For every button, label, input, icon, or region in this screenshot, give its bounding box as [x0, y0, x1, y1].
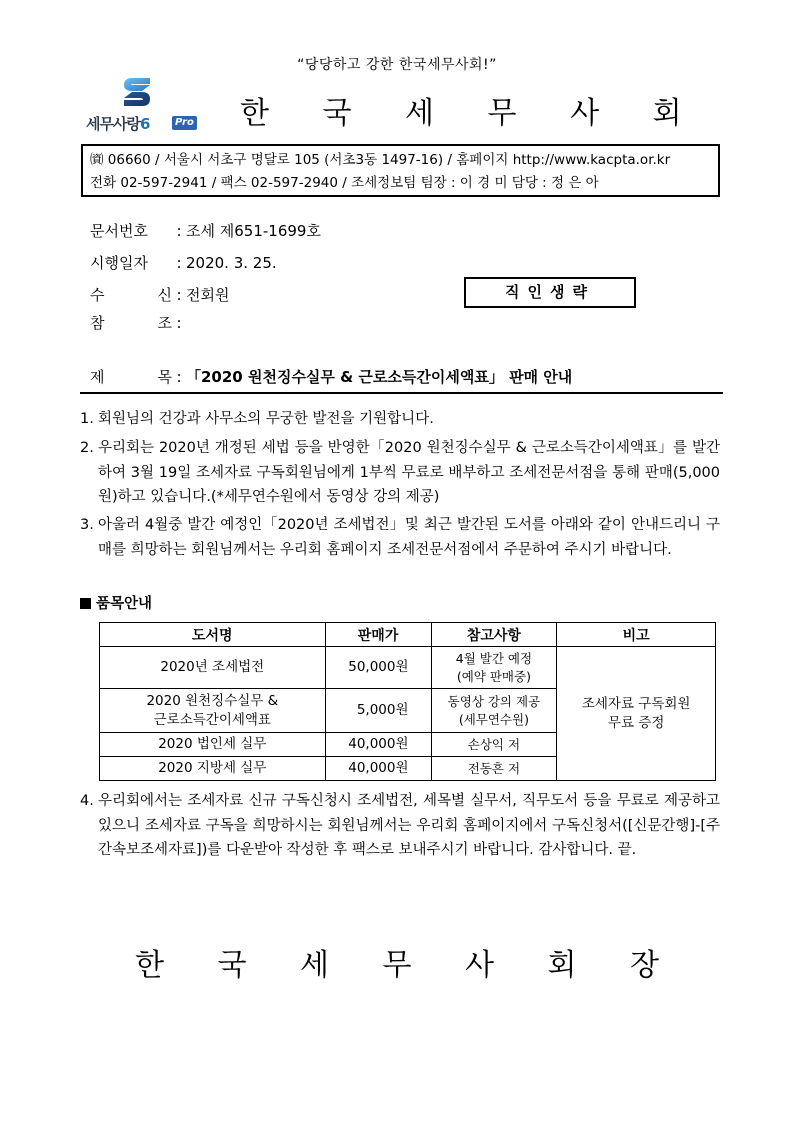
closing-signature: 한 국 세 무 사 회 장: [134, 948, 682, 983]
contact-address: ㈾ 06660 / 서울시 서초구 명달로 105 (서초3동 1497-16) / 홈페이지 http://www.kacpta.or.kr: [90, 152, 671, 168]
book-price: 40,000원: [325, 757, 431, 781]
book-title: 2020 법인세 실무: [100, 733, 326, 757]
table-header-row: [100, 623, 716, 647]
logo-pro-badge: Pro: [172, 116, 197, 130]
subject-divider: [80, 392, 723, 394]
doc-number-label: 문서번호: [90, 222, 148, 240]
doc-number: 조세 제651-1699호: [186, 222, 321, 240]
book-title: 2020 원천징수실무 & 근로소득간이세액표: [100, 689, 326, 733]
book-note: 손상익 저: [431, 733, 557, 757]
book-title: 2020 지방세 실무: [100, 757, 326, 781]
date-value: 2020. 3. 25.: [186, 254, 277, 272]
contact-box: [81, 144, 720, 197]
book-price: 50,000원: [325, 647, 431, 689]
reference-row: 참 조 :: [90, 314, 182, 332]
date-label: 시행일자: [90, 254, 148, 272]
reference-label: 참 조: [90, 314, 172, 332]
square-bullet-icon: [80, 598, 91, 609]
doc-number-row: 문서번호 : 조세 제651-1699호: [90, 222, 321, 240]
items-table: [99, 622, 716, 781]
column-header: 참고사항: [431, 623, 557, 647]
column-header: 도서명: [100, 623, 326, 647]
items-heading: 품목안내: [80, 592, 152, 613]
paragraph-1: 1. 회원님의 건강과 사무소의 무궁한 발전을 기원합니다.: [80, 411, 434, 427]
paragraph-2: 2. 우리회는 2020년 개정된 세법 등을 반영한「2020 원천징수실무 & 근로소득간이세액표」를 발간하여 3월 19일 조세자료 구독회원님에게 1부씩 무료로 배부하고 조세전문서점을 통해 판매(5,000원)하고 있습니다.(*세무연수원에서 동영상 강의 제공): [80, 440, 720, 505]
paragraph-4: 4. 우리회에서는 조세자료 신규 구독신청시 조세법전, 세목별 실무서, 직무도서 등을 무료로 제공하고 있으니 조세자료 구독을 희망하시는 회원님께서는 우리회 홈페이지에서 구독신청서([신문간행]-[주간속보조세자료])를 다운받아 작성한 후 팩스로 보내주시기 바랍니다. 감사합니다. 끝.: [80, 793, 720, 858]
recipient-value: 전회원: [186, 286, 230, 304]
book-price: 5,000원: [325, 689, 431, 733]
logo: [86, 76, 200, 134]
book-note: 동영상 강의 제공 (세무연수원): [431, 689, 557, 733]
subject-label: 제 목: [90, 368, 172, 386]
recipient-row: 수 신 : 전회원: [90, 286, 230, 304]
recipient-label: 수 신: [90, 286, 172, 304]
subject-row: 제 목 : 「2020 원천징수실무 & 근로소득간이세액표」 판매 안내: [90, 368, 573, 386]
column-header: 비고: [557, 623, 716, 647]
seal-omitted-stamp: 직인생략: [464, 277, 636, 308]
slogan: “당당하고 강한 한국세무사회!”: [297, 57, 497, 73]
contact-phone: 전화 02-597-2941 / 팩스 02-597-2940 / 조세정보팀 팀장 : 이 경 미 담당 : 정 은 아: [90, 175, 599, 191]
paragraph-3: 3. 아울러 4월중 발간 예정인「2020년 조세법전」및 최근 발간된 도서를 아래와 같이 안내드리니 구매를 희망하는 회원님께서는 우리회 홈페이지 조세전문서점에서 주문하여 주시기 바랍니다.: [80, 517, 720, 558]
book-note: 전동흔 저: [431, 757, 557, 781]
book-title: 2020년 조세법전: [100, 647, 326, 689]
book-price: 40,000원: [325, 733, 431, 757]
subject-title: 「2020 원천징수실무 & 근로소득간이세액표」 판매 안내: [186, 368, 573, 386]
table-row: [100, 647, 716, 689]
logo-wordmark: 세무사랑6: [86, 115, 150, 133]
book-note: 4월 발간 예정 (예약 판매중): [431, 647, 557, 689]
column-header: 판매가: [325, 623, 431, 647]
remark-cell: 조세자료 구독회원 무료 증정: [557, 647, 716, 781]
org-title: 한 국 세 무 사 회: [240, 96, 704, 131]
date-row: 시행일자 : 2020. 3. 25.: [90, 254, 277, 272]
s-logo-icon: [122, 76, 152, 108]
